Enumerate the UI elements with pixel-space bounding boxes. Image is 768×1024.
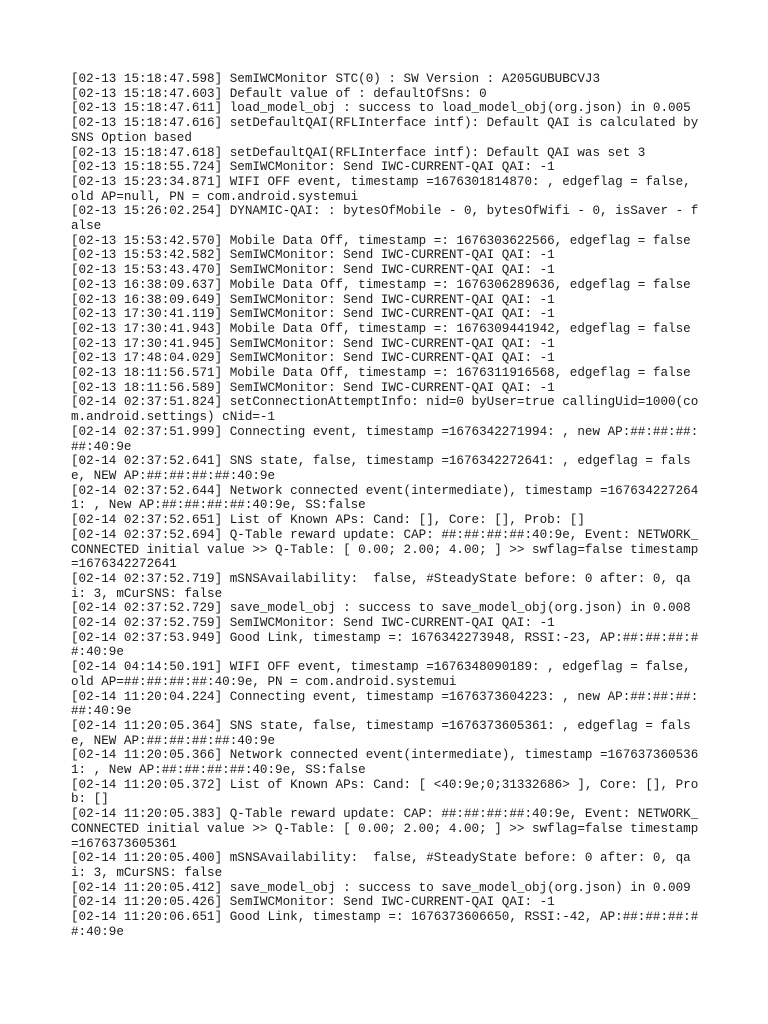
log-line: [02-14 02:37:51.824] setConnectionAttemptInfo: nid=0 byUser=true callingUid=1000(com.android.settings) cNid=-1 — [71, 395, 699, 425]
log-line: [02-13 17:30:41.119] SemIWCMonitor: Send IWC-CURRENT-QAI QAI: -1 — [71, 307, 555, 322]
log-line: [02-14 11:20:05.412] save_model_obj : success to save_model_obj(org.json) in 0.009 — [71, 880, 691, 895]
log-line: [02-13 15:53:42.570] Mobile Data Off, timestamp =: 1676303622566, edgeflag = false — [71, 233, 691, 248]
log-line: [02-14 11:20:05.364] SNS state, false, timestamp =1676373605361: , edgeflag = false, NEW AP:##:##:##:##:40:9e — [71, 718, 691, 748]
log-line: [02-14 02:37:52.651] List of Known APs: Cand: [], Core: [], Prob: [] — [71, 513, 585, 528]
log-line: [02-14 11:20:06.651] Good Link, timestamp =: 1676373606650, RSSI:-42, AP:##:##:##:##:40:9e — [71, 910, 699, 939]
log-line: [02-13 15:18:47.603] Default value of : defaultOfSns: 0 — [71, 86, 487, 101]
log-line: [02-14 11:20:05.426] SemIWCMonitor: Send IWC-CURRENT-QAI QAI: -1 — [71, 895, 555, 910]
log-line: [02-13 18:11:56.571] Mobile Data Off, timestamp =: 1676311916568, edgeflag = false — [71, 366, 691, 381]
log-line: [02-14 11:20:04.224] Connecting event, timestamp =1676373604223: , new AP:##:##:##:##:40:9e — [71, 689, 699, 719]
log-line: [02-13 17:30:41.943] Mobile Data Off, timestamp =: 1676309441942, edgeflag = false — [71, 321, 691, 336]
log-line: [02-14 02:37:52.759] SemIWCMonitor: Send IWC-CURRENT-QAI QAI: -1 — [71, 616, 555, 631]
log-line: [02-13 17:30:41.945] SemIWCMonitor: Send IWC-CURRENT-QAI QAI: -1 — [71, 336, 555, 351]
log-line: [02-13 16:38:09.649] SemIWCMonitor: Send IWC-CURRENT-QAI QAI: -1 — [71, 292, 555, 307]
log-line: [02-14 02:37:52.644] Network connected event(intermediate), timestamp =1676342272641: , New AP:##:##:##:##:40:9e, SS:false — [71, 483, 699, 513]
log-line: [02-13 15:53:42.582] SemIWCMonitor: Send IWC-CURRENT-QAI QAI: -1 — [71, 248, 555, 263]
log-line: [02-14 02:37:53.949] Good Link, timestamp =: 1676342273948, RSSI:-23, AP:##:##:##:##:40:9e — [71, 630, 699, 660]
log-line: [02-14 11:20:05.372] List of Known APs: Cand: [ <40:9e;0;31332686> ], Core: [], Prob: [] — [71, 777, 699, 807]
log-line: [02-14 02:37:52.694] Q-Table reward update: CAP: ##:##:##:##:40:9e, Event: NETWORK_CONNECTED initial value >> Q-Table: [ 0.00; 2.00; 4.00; ] >> swflag=false timestamp =1676342272641 — [71, 527, 706, 572]
log-line: [02-14 04:14:50.191] WIFI OFF event, timestamp =1676348090189: , edgeflag = false, old AP=##:##:##:##:40:9e, PN = com.android.systemui — [71, 660, 699, 689]
log-line: [02-13 15:18:47.598] SemIWCMonitor STC(0) : SW Version : A205GUBUBCVJ3 — [71, 72, 601, 86]
log-line: [02-14 02:37:52.719] mSNSAvailability: false, #SteadyState before: 0 after: 0, qai: 3, mCurSNS: false — [71, 571, 691, 601]
log-line: [02-14 02:37:52.641] SNS state, false, timestamp =1676342272641: , edgeflag = false, NEW AP:##:##:##:##:40:9e — [71, 454, 691, 483]
log-line: [02-13 15:53:43.470] SemIWCMonitor: Send IWC-CURRENT-QAI QAI: -1 — [71, 263, 555, 278]
log-line: [02-13 17:48:04.029] SemIWCMonitor: Send IWC-CURRENT-QAI QAI: -1 — [71, 351, 555, 366]
log-line: [02-14 02:37:52.729] save_model_obj : success to save_model_obj(org.json) in 0.008 — [71, 601, 691, 616]
log-line: [02-13 15:26:02.254] DYNAMIC-QAI: : bytesOfMobile - 0, bytesOfWifi - 0, isSaver - false — [71, 204, 699, 234]
log-line: [02-13 15:23:34.871] WIFI OFF event, timestamp =1676301814870: , edgeflag = false, old AP=null, PN = com.android.systemui — [71, 174, 699, 204]
log-line: [02-13 16:38:09.637] Mobile Data Off, timestamp =: 1676306289636, edgeflag = false — [71, 277, 691, 292]
log-text-block — [71, 72, 706, 939]
log-line: [02-13 15:18:55.724] SemIWCMonitor: Send IWC-CURRENT-QAI QAI: -1 — [71, 160, 555, 175]
log-line: [02-14 11:20:05.400] mSNSAvailability: false, #SteadyState before: 0 after: 0, qai: 3, mCurSNS: false — [71, 851, 691, 880]
log-line: [02-14 02:37:51.999] Connecting event, timestamp =1676342271994: , new AP:##:##:##:##:40:9e — [71, 424, 699, 454]
log-line: [02-14 11:20:05.383] Q-Table reward update: CAP: ##:##:##:##:40:9e, Event: NETWORK_CONNECTED initial value >> Q-Table: [ 0.00; 2.00; 4.00; ] >> swflag=false timestamp =1676373605361 — [71, 807, 706, 851]
log-line: [02-13 18:11:56.589] SemIWCMonitor: Send IWC-CURRENT-QAI QAI: -1 — [71, 380, 555, 395]
log-line: [02-13 15:18:47.618] setDefaultQAI(RFLInterface intf): Default QAI was set 3 — [71, 145, 646, 160]
log-line: [02-13 15:18:47.611] load_model_obj : success to load_model_obj(org.json) in 0.005 — [71, 101, 691, 116]
log-line: [02-13 15:18:47.616] setDefaultQAI(RFLInterface intf): Default QAI is calculated by SNS Option based — [71, 116, 706, 145]
log-line: [02-14 11:20:05.366] Network connected event(intermediate), timestamp =1676373605361: , New AP:##:##:##:##:40:9e, SS:false — [71, 748, 699, 778]
